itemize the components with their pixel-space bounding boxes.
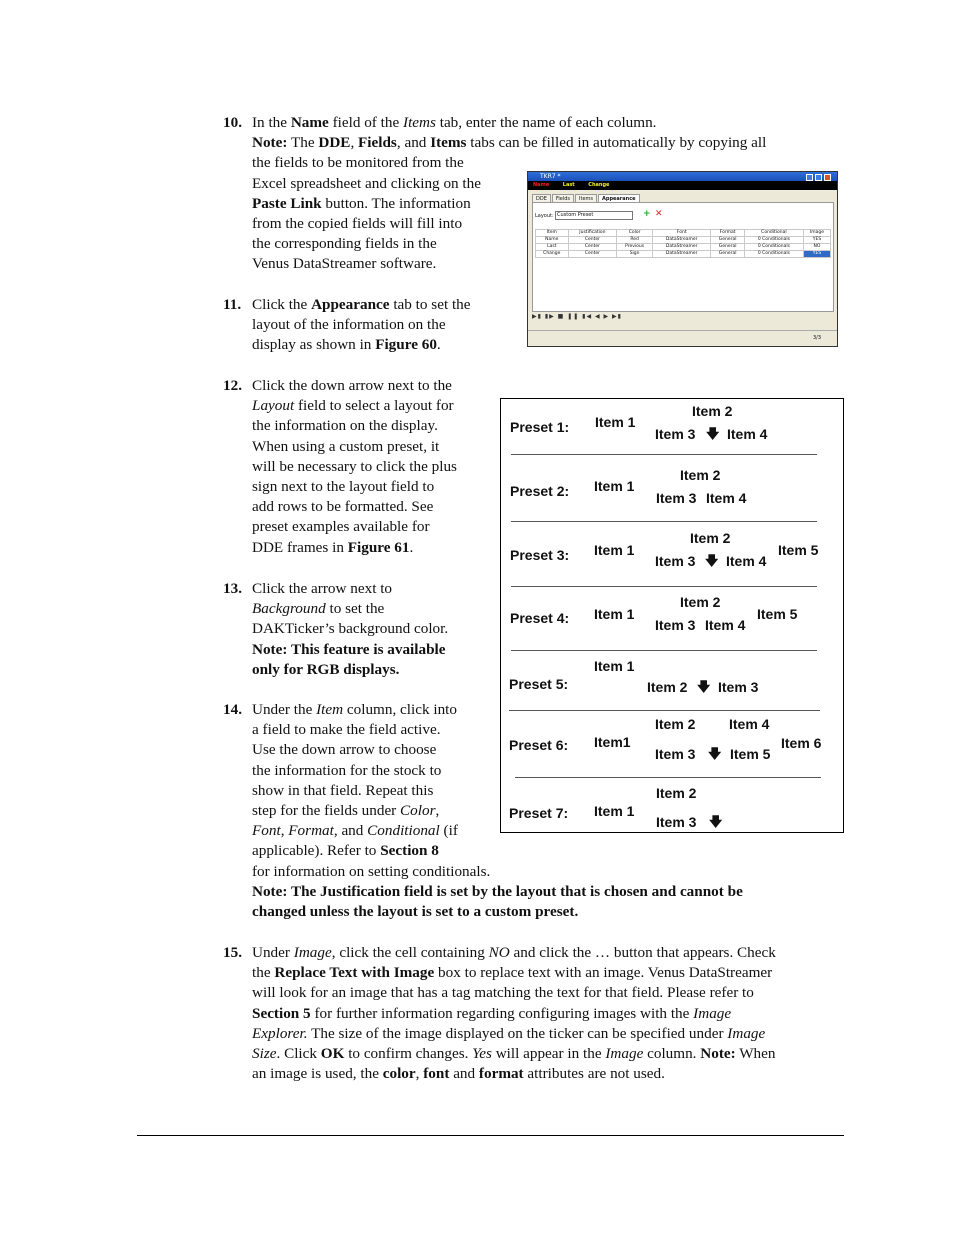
preset-item: Item 2 — [647, 679, 688, 695]
preset-label: Preset 7: — [509, 805, 569, 821]
step-14-text: Under the Item column, click into a field to make the field active. Use the down arrow to choose the information for the stock to show in that field. Repeat this step for the fields under Color, Font, Format, and Conditional (if applicable). Refer to Section 8 for information on setting conditionals. Note: The Justification field is set by the layout that is chosen and cannot be changed unless the layout is set to a custom preset. — [252, 701, 743, 921]
footer-rule — [137, 1135, 844, 1136]
column-header: Item — [536, 230, 569, 237]
step-number: 13. — [223, 580, 242, 597]
table-cell: General — [711, 244, 744, 251]
step-13-text: Click the arrow next to Background to set the DAKTicker’s background color. Note: This feature is available only for RGB displays. — [252, 580, 449, 678]
preset-item: Item 5 — [730, 746, 771, 762]
table-cell: Last — [536, 244, 569, 251]
table-cell: 0 Conditionals — [744, 237, 803, 244]
preset-item: Item 2 — [692, 403, 733, 419]
preset-label: Preset 4: — [510, 610, 570, 626]
layout-select: Custom Preset — [555, 211, 633, 220]
step-11-text: Click the Appearance tab to set the layout of the information on the display as shown in Figure 60. — [252, 296, 471, 354]
table-cell: 0 Conditionals — [744, 244, 803, 251]
preset-item: Item 2 — [680, 467, 721, 483]
preset-item: Item 2 — [680, 594, 721, 610]
column-header: Color — [617, 230, 653, 237]
preset-item: Item 3 — [655, 746, 696, 762]
step-number: 15. — [223, 944, 242, 961]
appearance-tab-screenshot — [527, 171, 838, 347]
table-cell: YES — [804, 237, 831, 244]
table-cell: NO — [804, 244, 831, 251]
close-icon — [824, 174, 831, 181]
table-cell: Sign — [617, 251, 653, 258]
table-cell: General — [711, 251, 744, 258]
step-12-text: Click the down arrow next to the Layout field to select a layout for the information on the display. When using a custom preset, it will be necessary to click the plus sign next to the layout field to add rows to be formatted. See preset examples available for DDE frames in Figure 61. — [252, 377, 457, 556]
divider — [509, 710, 820, 711]
preset-label: Preset 2: — [510, 483, 570, 499]
tab-fields: Fields — [552, 194, 574, 203]
preset-item: Item 1 — [594, 542, 635, 558]
preset-item: Item 3 — [655, 553, 696, 569]
preset-item: Item 2 — [655, 716, 696, 732]
preset-item: Item 3 — [656, 814, 697, 830]
preset-label: Preset 1: — [510, 419, 570, 435]
preset-item: Item 4 — [706, 490, 747, 506]
preset-item: Item 5 — [778, 542, 819, 558]
playback-controls: ▶▮ ▮▶ ■ ❚❚ ▮◀ ◀ ▶ ▶▮ — [532, 313, 622, 320]
table-cell: DataStreamer — [653, 237, 711, 244]
table-cell: Previous — [617, 244, 653, 251]
down-arrow-icon: 🡇 — [709, 814, 723, 829]
appearance-panel — [532, 202, 834, 312]
step-10-text: In the Name field of the Items tab, enter the name of each column. Note: The DDE, Fields, and Items tabs can be filled in automatically by copying all the fields to be monitored from the Excel spreadsheet and clicking on the Paste Link button. The information from the copied fields will fill into the corresponding fields in the Venus DataStreamer software. — [252, 114, 767, 273]
column-header: Format — [711, 230, 744, 237]
table-row — [536, 237, 831, 244]
preset-item: Item 3 — [718, 679, 759, 695]
table-cell-selected: YES — [804, 251, 831, 258]
divider — [515, 777, 821, 778]
divider — [511, 586, 817, 587]
preset-item: Item 4 — [729, 716, 770, 732]
preset-item: Item 5 — [757, 606, 798, 622]
tab-appearance: Appearance — [598, 194, 640, 203]
ticker-change: Change — [588, 182, 610, 188]
preset-item: Item 1 — [594, 606, 635, 622]
layout-label: Layout: — [535, 213, 554, 219]
page-indicator: 3/3 — [812, 335, 821, 341]
down-arrow-icon: 🡇 — [705, 553, 719, 568]
table-cell: DataStreamer — [653, 244, 711, 251]
ticker-preview — [528, 181, 837, 190]
preset-item: Item 1 — [594, 478, 635, 494]
table-cell: General — [711, 237, 744, 244]
preset-item: Item 4 — [726, 553, 767, 569]
table-cell: Red — [617, 237, 653, 244]
down-arrow-icon: 🡇 — [706, 426, 720, 441]
preset-item: Item1 — [594, 734, 631, 750]
minimize-icon — [806, 174, 813, 181]
down-arrow-icon: 🡇 — [697, 679, 711, 694]
down-arrow-icon: 🡇 — [708, 746, 722, 761]
preset-item: Item 6 — [781, 735, 822, 751]
preset-item: Item 4 — [705, 617, 746, 633]
divider — [511, 454, 817, 455]
table-row — [536, 244, 831, 251]
table-cell: DataStreamer — [653, 251, 711, 258]
preset-item: Item 3 — [655, 617, 696, 633]
preset-item: Item 2 — [690, 530, 731, 546]
status-bar — [528, 330, 837, 345]
preset-label: Preset 6: — [509, 737, 569, 753]
column-header: Justification — [568, 230, 617, 237]
tab-items: Items — [575, 194, 597, 203]
preset-item: Item 1 — [595, 414, 636, 430]
preset-item: Item 4 — [727, 426, 768, 442]
maximize-icon — [815, 174, 822, 181]
preset-label: Preset 3: — [510, 547, 570, 563]
tab-dde: DDE — [532, 194, 551, 203]
window-title: TKR7 * — [528, 172, 837, 181]
table-cell: Center — [568, 237, 617, 244]
table-row — [536, 251, 831, 258]
step-15-text: Under Image, click the cell containing NO and click the … button that appears. Check the Replace Text with Image box to replace text with an image. Venus DataStreamer will look for an image that has a tag matching the text for that field. Please refer to Section 5 for further information regarding configuring images with the Image Explorer. The size of the image displayed on the ticker can be specified under Image Size. Click OK to confirm changes. Yes will appear in the Image column. Note: When an image is used, the color, font and format attributes are not used. — [252, 944, 776, 1083]
table-cell: Center — [568, 244, 617, 251]
ticker-name: Name — [533, 182, 550, 188]
divider — [511, 650, 817, 651]
column-header: Font — [653, 230, 711, 237]
step-number: 14. — [223, 701, 242, 718]
preset-item: Item 3 — [656, 490, 697, 506]
preset-item: Item 1 — [594, 658, 635, 674]
preset-examples-figure — [500, 398, 844, 833]
step-number: 11. — [223, 296, 242, 313]
delete-icon: ✕ — [655, 209, 663, 219]
appearance-grid — [535, 229, 831, 258]
preset-item: Item 2 — [656, 785, 697, 801]
step-number: 12. — [223, 377, 242, 394]
table-header-row — [536, 230, 831, 237]
preset-label: Preset 5: — [509, 676, 569, 692]
column-header: Conditional — [744, 230, 803, 237]
plus-icon: + — [643, 209, 651, 219]
step-number: 10. — [223, 114, 242, 131]
column-header: Image — [804, 230, 831, 237]
ticker-last: Last — [562, 182, 575, 188]
preset-item: Item 1 — [594, 803, 635, 819]
table-cell: 0 Conditionals — [744, 251, 803, 258]
table-cell: Name — [536, 237, 569, 244]
divider — [511, 521, 817, 522]
table-cell: Center — [568, 251, 617, 258]
preset-item: Item 3 — [655, 426, 696, 442]
table-cell: Change — [536, 251, 569, 258]
